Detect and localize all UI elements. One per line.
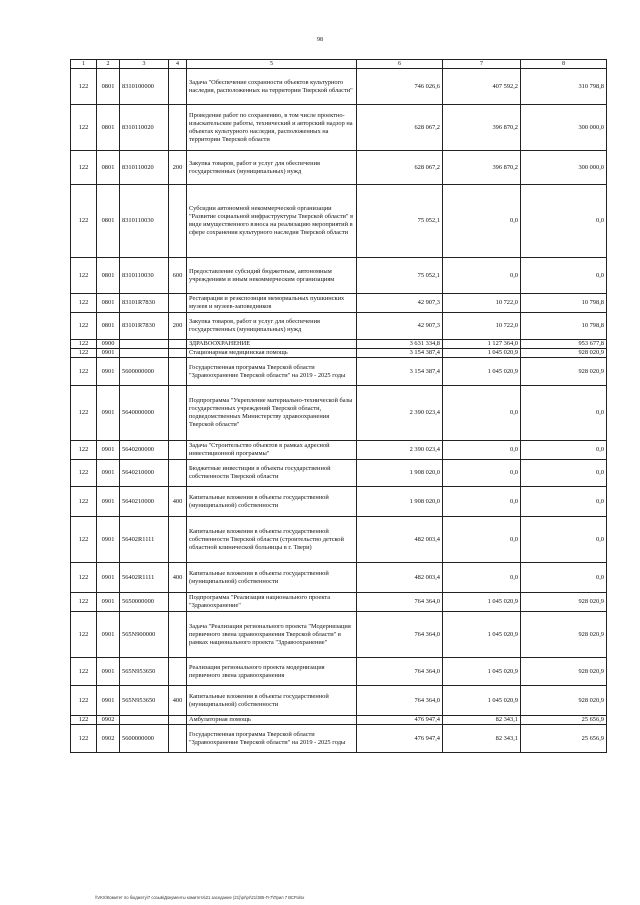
section-code-cell: 0900	[97, 340, 120, 349]
description-cell: Амбулаторная помощь	[187, 716, 357, 725]
amount-2023-cell: 928 020,9	[521, 593, 607, 612]
target-article-cell: 5640000000	[120, 386, 169, 441]
amount-2022-cell: 0,0	[443, 563, 521, 593]
description-cell: Задача "Реализация регионального проекта "Модернизация первичного звена здравоохранения Тверской области" в рамках национального проекта "Здравоохранение"	[187, 612, 357, 658]
expense-type-cell	[169, 69, 187, 105]
expense-type-cell	[169, 349, 187, 358]
description-cell: Реализация регионального проекта модернизация первичного звена здравоохранения	[187, 658, 357, 686]
expense-type-cell	[169, 294, 187, 313]
target-article-cell: 5640210000	[120, 487, 169, 517]
admin-code-cell: 122	[71, 460, 97, 487]
amount-2022-cell: 1 045 020,9	[443, 612, 521, 658]
expense-type-cell: 200	[169, 313, 187, 340]
amount-2023-cell: 928 020,9	[521, 612, 607, 658]
amount-2022-cell: 0,0	[443, 185, 521, 258]
description-cell: Проведение работ по сохранению, в том числе проектно-изыскательские работы, технический и авторский надзор на объектах культурного наследия, расположенных на территории Тверской области	[187, 105, 357, 151]
header-row	[71, 60, 607, 69]
admin-code-cell: 122	[71, 612, 97, 658]
table-row	[71, 460, 607, 487]
amount-2022-cell: 407 592,2	[443, 69, 521, 105]
target-article-cell: 83101R7830	[120, 313, 169, 340]
admin-code-cell: 122	[71, 686, 97, 716]
amount-2023-cell: 928 020,9	[521, 358, 607, 386]
amount-2022-cell: 82 343,1	[443, 716, 521, 725]
section-code-cell: 0801	[97, 69, 120, 105]
expense-type-cell: 400	[169, 686, 187, 716]
admin-code-cell: 122	[71, 313, 97, 340]
expense-type-cell: 600	[169, 258, 187, 294]
amount-2022-cell: 1 045 020,9	[443, 358, 521, 386]
description-cell: Подпрограмма "Укрепление материально-технической базы государственных учреждений Тверской области, подведомственных Министерству здравоохранения Тверской области"	[187, 386, 357, 441]
admin-code-cell: 122	[71, 441, 97, 460]
table-row	[71, 340, 607, 349]
amount-2023-cell: 300 000,0	[521, 151, 607, 185]
section-code-cell: 0901	[97, 460, 120, 487]
amount-2021-cell: 75 052,1	[357, 185, 443, 258]
col-header: 2	[97, 60, 120, 69]
amount-2021-cell: 2 390 023,4	[357, 441, 443, 460]
description-cell: Реставрация и реэкспозиция мемориальных пушкинских музеев и музеев-заповедников	[187, 294, 357, 313]
expense-type-cell	[169, 358, 187, 386]
description-cell: Субсидии автономной некоммерческой организации "Развитие социальной инфраструктуры Тверской области" в виде имущественного взноса на реализацию мероприятий в сфере сохранения культурного наследия Тверской области	[187, 185, 357, 258]
target-article-cell	[120, 340, 169, 349]
expense-type-cell	[169, 340, 187, 349]
amount-2021-cell: 628 067,2	[357, 151, 443, 185]
amount-2023-cell: 10 798,8	[521, 294, 607, 313]
description-cell: ЗДРАВООХРАНЕНИЕ	[187, 340, 357, 349]
col-header: 3	[120, 60, 169, 69]
admin-code-cell: 122	[71, 517, 97, 563]
section-code-cell: 0901	[97, 593, 120, 612]
table-row	[71, 151, 607, 185]
section-code-cell: 0901	[97, 487, 120, 517]
amount-2021-cell: 75 052,1	[357, 258, 443, 294]
expense-type-cell: 400	[169, 563, 187, 593]
section-code-cell: 0901	[97, 658, 120, 686]
target-article-cell: 8310110030	[120, 258, 169, 294]
amount-2023-cell: 928 020,9	[521, 658, 607, 686]
expense-type-cell	[169, 716, 187, 725]
expense-type-cell	[169, 593, 187, 612]
col-header: 1	[71, 60, 97, 69]
amount-2022-cell: 396 870,2	[443, 105, 521, 151]
admin-code-cell: 122	[71, 725, 97, 753]
table-row	[71, 349, 607, 358]
description-cell: Задача "Строительство объектов в рамках адресной инвестиционной программы"	[187, 441, 357, 460]
description-cell: Государственная программа Тверской области "Здравоохранение Тверской области" на 2019 - 2025 годы	[187, 358, 357, 386]
description-cell: Капитальные вложения в объекты государственной (муниципальной) собственности	[187, 563, 357, 593]
amount-2023-cell: 0,0	[521, 386, 607, 441]
table-row	[71, 441, 607, 460]
description-cell: Капитальные вложения в объекты государственной собственности Тверской области (строительство детской областной клинической больницы в г. Твери)	[187, 517, 357, 563]
expense-type-cell	[169, 105, 187, 151]
col-header: 4	[169, 60, 187, 69]
target-article-cell: 565N900000	[120, 612, 169, 658]
target-article-cell: 56402R1111	[120, 563, 169, 593]
target-article-cell: 565N953650	[120, 686, 169, 716]
expense-type-cell: 400	[169, 487, 187, 517]
amount-2021-cell: 476 947,4	[357, 725, 443, 753]
description-cell: Капитальные вложения в объекты государственной (муниципальной) собственности	[187, 686, 357, 716]
section-code-cell: 0901	[97, 612, 120, 658]
amount-2021-cell: 1 908 020,0	[357, 487, 443, 517]
description-cell: Предоставление субсидий бюджетным, автономным учреждениям и иным некоммерческим организациям	[187, 258, 357, 294]
target-article-cell: 8310110030	[120, 185, 169, 258]
amount-2021-cell: 476 947,4	[357, 716, 443, 725]
amount-2021-cell: 3 631 334,8	[357, 340, 443, 349]
amount-2023-cell: 928 020,9	[521, 349, 607, 358]
admin-code-cell: 122	[71, 105, 97, 151]
expense-type-cell	[169, 658, 187, 686]
section-code-cell: 0901	[97, 349, 120, 358]
budget-table	[70, 59, 607, 753]
expense-type-cell	[169, 725, 187, 753]
description-cell: Закупка товаров, работ и услуг для обеспечения государственных (муниципальных) нужд	[187, 151, 357, 185]
page-number: 98	[317, 37, 323, 43]
col-header: 6	[357, 60, 443, 69]
admin-code-cell: 122	[71, 151, 97, 185]
expense-type-cell	[169, 386, 187, 441]
amount-2022-cell: 1 127 364,0	[443, 340, 521, 349]
section-code-cell: 0901	[97, 386, 120, 441]
table-row	[71, 313, 607, 340]
admin-code-cell: 122	[71, 258, 97, 294]
admin-code-cell: 122	[71, 294, 97, 313]
target-article-cell: 5600000000	[120, 725, 169, 753]
target-article-cell: 5650000000	[120, 593, 169, 612]
amount-2021-cell: 746 026,6	[357, 69, 443, 105]
table-row	[71, 716, 607, 725]
description-cell: Бюджетные инвестиции в объекты государственной собственности Тверской области	[187, 460, 357, 487]
target-article-cell: 8310110020	[120, 105, 169, 151]
amount-2021-cell: 628 067,2	[357, 105, 443, 151]
description-cell: Подпрограмма "Реализация национального проекта "Здравоохранение"	[187, 593, 357, 612]
amount-2023-cell: 0,0	[521, 460, 607, 487]
table-row	[71, 517, 607, 563]
target-article-cell: 565N953650	[120, 658, 169, 686]
amount-2023-cell: 310 798,8	[521, 69, 607, 105]
table-row	[71, 593, 607, 612]
amount-2023-cell: 25 656,9	[521, 716, 607, 725]
admin-code-cell: 122	[71, 185, 97, 258]
amount-2021-cell: 764 364,0	[357, 658, 443, 686]
amount-2021-cell: 764 364,0	[357, 686, 443, 716]
amount-2021-cell: 1 908 020,0	[357, 460, 443, 487]
admin-code-cell: 122	[71, 487, 97, 517]
table-row	[71, 69, 607, 105]
expense-type-cell	[169, 517, 187, 563]
description-cell: Стационарная медицинская помощь	[187, 349, 357, 358]
amount-2022-cell: 0,0	[443, 386, 521, 441]
amount-2023-cell: 953 677,8	[521, 340, 607, 349]
amount-2023-cell: 0,0	[521, 185, 607, 258]
description-cell: Капитальные вложения в объекты государственной (муниципальной) собственности	[187, 487, 357, 517]
section-code-cell: 0901	[97, 563, 120, 593]
amount-2021-cell: 482 003,4	[357, 563, 443, 593]
admin-code-cell: 122	[71, 358, 97, 386]
section-code-cell: 0801	[97, 105, 120, 151]
amount-2023-cell: 0,0	[521, 563, 607, 593]
table-row	[71, 294, 607, 313]
table-row	[71, 725, 607, 753]
target-article-cell: 83101R7830	[120, 294, 169, 313]
amount-2022-cell: 10 722,0	[443, 294, 521, 313]
description-cell: Государственная программа Тверской области "Здравоохранение Тверской области" на 2019 - 2025 годы	[187, 725, 357, 753]
admin-code-cell: 122	[71, 716, 97, 725]
target-article-cell: 5640200000	[120, 441, 169, 460]
col-header: 7	[443, 60, 521, 69]
section-code-cell: 0801	[97, 151, 120, 185]
amount-2022-cell: 0,0	[443, 460, 521, 487]
target-article-cell: 8310110020	[120, 151, 169, 185]
admin-code-cell: 122	[71, 340, 97, 349]
amount-2022-cell: 396 870,2	[443, 151, 521, 185]
amount-2021-cell: 42 907,3	[357, 313, 443, 340]
amount-2023-cell: 0,0	[521, 258, 607, 294]
table-row	[71, 258, 607, 294]
expense-type-cell	[169, 185, 187, 258]
amount-2023-cell: 0,0	[521, 517, 607, 563]
target-article-cell: 56402R1111	[120, 517, 169, 563]
table-row	[71, 185, 607, 258]
file-path-footer: \\VKS\Комитет по бюджету\7 созыв\Документы комитета\21 заседание (21)\pr\pr\21\385-П-7\Прил 7 ВСР.xlsx	[95, 895, 305, 900]
amount-2022-cell: 1 045 020,9	[443, 593, 521, 612]
amount-2021-cell: 482 003,4	[357, 517, 443, 563]
amount-2023-cell: 10 798,8	[521, 313, 607, 340]
admin-code-cell: 122	[71, 349, 97, 358]
section-code-cell: 0902	[97, 725, 120, 753]
amount-2023-cell: 0,0	[521, 441, 607, 460]
amount-2022-cell: 82 343,1	[443, 725, 521, 753]
amount-2021-cell: 764 364,0	[357, 612, 443, 658]
amount-2021-cell: 764 364,0	[357, 593, 443, 612]
admin-code-cell: 122	[71, 386, 97, 441]
amount-2022-cell: 0,0	[443, 441, 521, 460]
amount-2022-cell: 1 045 020,9	[443, 658, 521, 686]
amount-2022-cell: 10 722,0	[443, 313, 521, 340]
amount-2022-cell: 0,0	[443, 487, 521, 517]
amount-2022-cell: 1 045 020,9	[443, 686, 521, 716]
expense-type-cell	[169, 441, 187, 460]
amount-2022-cell: 1 045 020,9	[443, 349, 521, 358]
col-header: 8	[521, 60, 607, 69]
table-row	[71, 105, 607, 151]
section-code-cell: 0801	[97, 294, 120, 313]
table-row	[71, 563, 607, 593]
amount-2023-cell: 300 000,0	[521, 105, 607, 151]
col-header: 5	[187, 60, 357, 69]
section-code-cell: 0901	[97, 441, 120, 460]
section-code-cell: 0901	[97, 517, 120, 563]
admin-code-cell: 122	[71, 69, 97, 105]
section-code-cell: 0902	[97, 716, 120, 725]
amount-2021-cell: 3 154 387,4	[357, 349, 443, 358]
target-article-cell: 8310100000	[120, 69, 169, 105]
expense-type-cell	[169, 612, 187, 658]
expense-type-cell: 200	[169, 151, 187, 185]
section-code-cell: 0901	[97, 686, 120, 716]
amount-2021-cell: 42 907,3	[357, 294, 443, 313]
table-row	[71, 658, 607, 686]
table-row	[71, 487, 607, 517]
amount-2021-cell: 2 390 023,4	[357, 386, 443, 441]
table-row	[71, 358, 607, 386]
target-article-cell: 5600000000	[120, 358, 169, 386]
table-row	[71, 386, 607, 441]
description-cell: Закупка товаров, работ и услуг для обеспечения государственных (муниципальных) нужд	[187, 313, 357, 340]
target-article-cell	[120, 716, 169, 725]
amount-2022-cell: 0,0	[443, 517, 521, 563]
amount-2023-cell: 928 020,9	[521, 686, 607, 716]
amount-2023-cell: 25 656,9	[521, 725, 607, 753]
amount-2022-cell: 0,0	[443, 258, 521, 294]
target-article-cell	[120, 349, 169, 358]
description-cell: Задача "Обеспечение сохранности объектов культурного наследия, расположенных на территории Тверской области"	[187, 69, 357, 105]
table-row	[71, 612, 607, 658]
section-code-cell: 0801	[97, 258, 120, 294]
section-code-cell: 0801	[97, 185, 120, 258]
admin-code-cell: 122	[71, 658, 97, 686]
amount-2023-cell: 0,0	[521, 487, 607, 517]
section-code-cell: 0901	[97, 358, 120, 386]
table-row	[71, 686, 607, 716]
admin-code-cell: 122	[71, 593, 97, 612]
target-article-cell: 5640210000	[120, 460, 169, 487]
expense-type-cell	[169, 460, 187, 487]
section-code-cell: 0801	[97, 313, 120, 340]
amount-2021-cell: 3 154 387,4	[357, 358, 443, 386]
admin-code-cell: 122	[71, 563, 97, 593]
